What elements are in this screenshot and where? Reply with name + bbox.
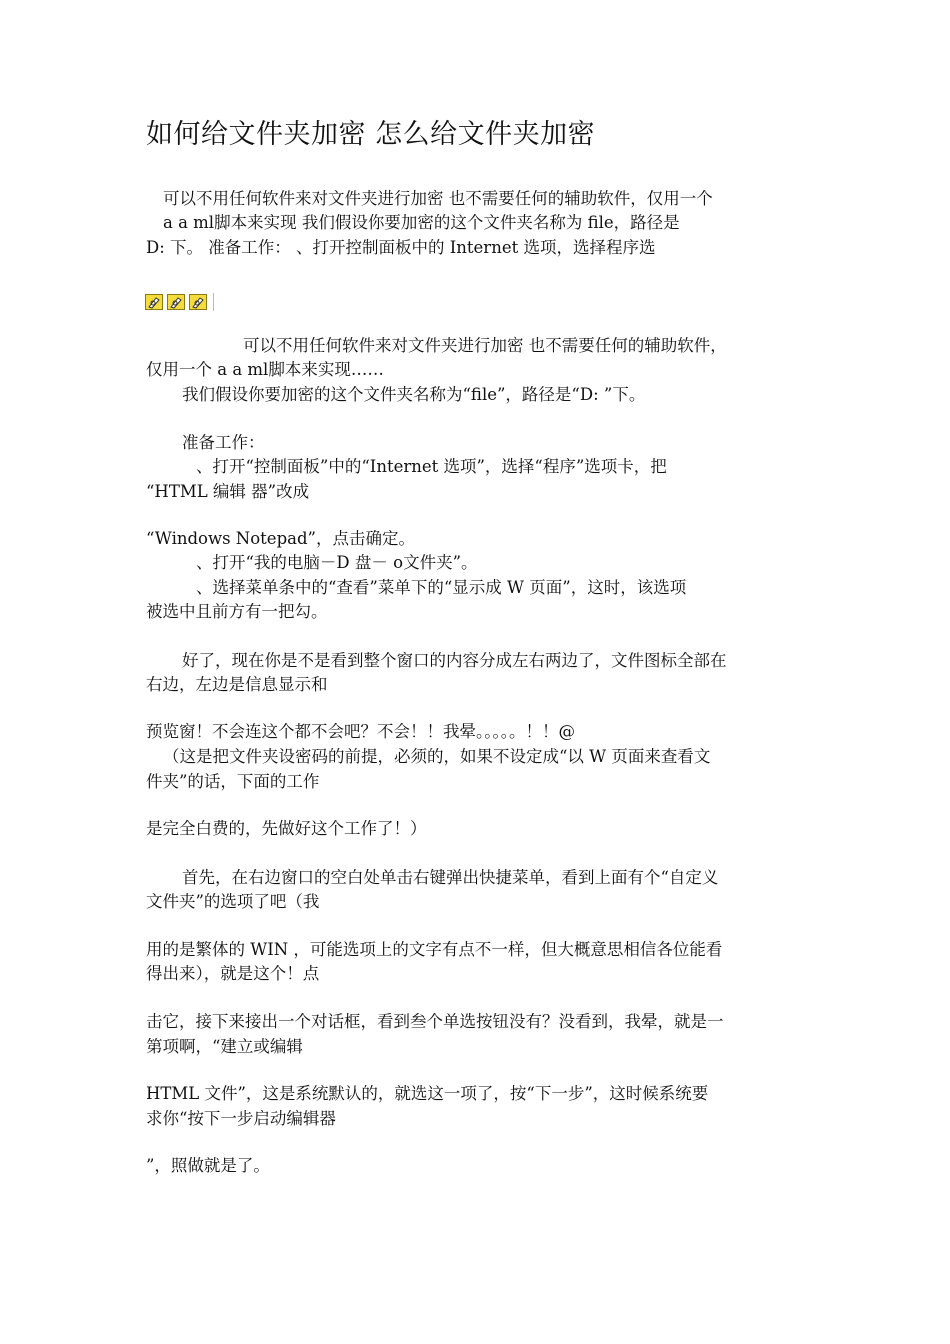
body-line: 预览窗！不会连这个都不会吧？不会！！我晕。。。。。！！@ (146, 722, 575, 741)
summary-line: a a ml脚本来实现 我们假设你要加密的这个文件夹名称为 file，路径是 (163, 213, 680, 232)
body-line: “HTML 编辑 器”改成 (146, 482, 310, 501)
body-line: 求你“按下一步启动编辑器 (146, 1109, 336, 1128)
body-line: 仅用一个 a a ml脚本来实现…… (146, 360, 384, 379)
document-title: 如何给文件夹加密 怎么给文件夹加密 (146, 119, 596, 150)
summary-line: D: 下。 准备工作： 、打开控制面板中的 Internet 选项，选择程序选 (146, 238, 656, 257)
body-line: 我们假设你要加密的这个文件夹名称为“file”，路径是“D: ”下。 (182, 385, 646, 404)
edit-icon (189, 294, 207, 310)
divider (213, 293, 214, 311)
summary-line: 可以不用任何软件来对文件夹进行加密 也不需要任何的辅助软件，仅用一个 (163, 189, 713, 208)
body-line: 可以不用任何软件来对文件夹进行加密 也不需要任何的辅助软件， (243, 336, 727, 355)
body-line: 用的是繁体的 WIN ，可能选项上的文字有点不一样，但大概意思相信各位能看 (146, 940, 723, 959)
body-line: 右边，左边是信息显示和 (146, 675, 328, 694)
body-line: 得出来），就是这个！点 (146, 964, 320, 983)
body-line: 准备工作： (182, 433, 265, 452)
body-line: 首先，在右边窗口的空白处单击右键弹出快捷菜单，看到上面有个“自定义 (182, 868, 719, 887)
edit-icon (167, 294, 185, 310)
body-line: 击它，接下来接出一个对话框，看到叁个单选按钮没有？没看到，我晕，就是一 (146, 1012, 724, 1031)
body-line: 件夹”的话，下面的工作 (146, 772, 320, 791)
edit-icon (145, 294, 163, 310)
body-line: 好了，现在你是不是看到整个窗口的内容分成左右两边了，文件图标全部在 (182, 651, 727, 670)
body-line: 是完全白费的，先做好这个工作了！） (146, 819, 427, 838)
body-line: “Windows Notepad”，点击确定。 (146, 529, 415, 548)
body-line: 、打开“控制面板”中的“Internet 选项”，选择“程序”选项卡，把 (196, 457, 667, 476)
body-line: 被选中且前方有一把勾。 (146, 602, 328, 621)
body-line: 、打开“我的电脑－D 盘－ o文件夹”。 (196, 553, 478, 572)
body-line: 、选择菜单条中的“查看”菜单下的“显示成 W 页面”，这时，该选项 (196, 578, 687, 597)
body-line: 第项啊，“建立或编辑 (146, 1037, 303, 1056)
icon-strip (145, 292, 214, 312)
body-line: ”，照做就是了。 (146, 1156, 270, 1175)
body-line: （这是把文件夹设密码的前提，必须的，如果不设定成“以 W 页面来查看文 (163, 747, 711, 766)
body-line: HTML 文件”，这是系统默认的，就选这一项了，按“下一步”，这时候系统要 (146, 1084, 709, 1103)
body-line: 文件夹”的选项了吧（我 (146, 892, 320, 911)
